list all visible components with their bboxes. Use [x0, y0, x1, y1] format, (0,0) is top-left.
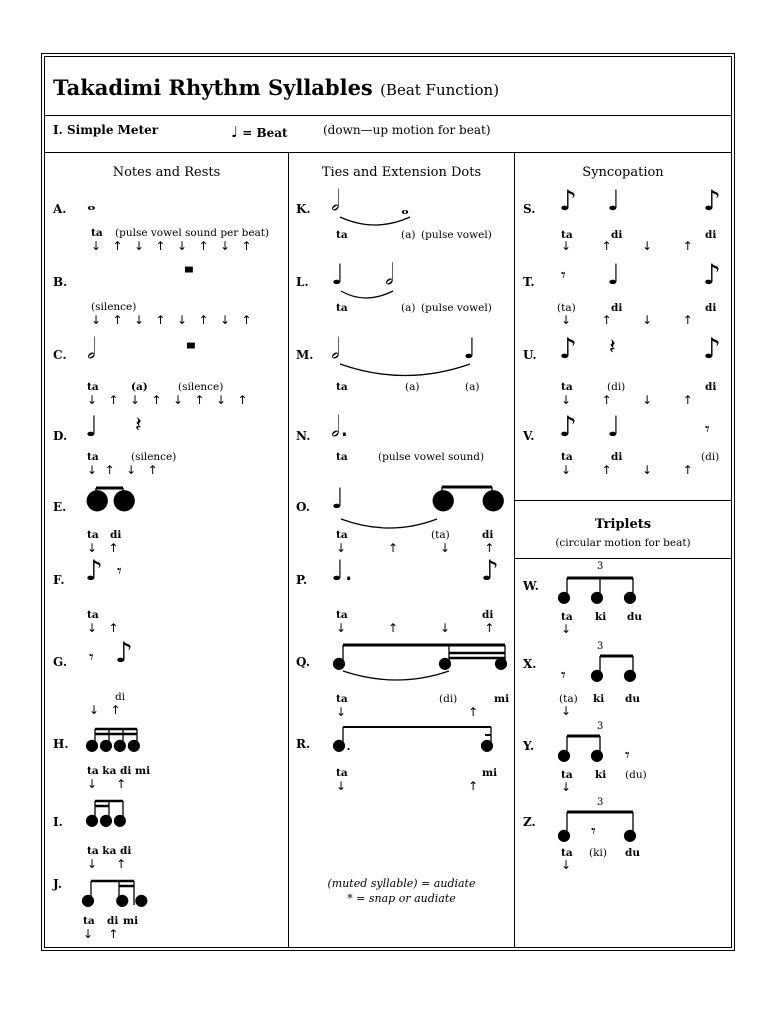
eighth-note-icon: ●	[590, 665, 604, 684]
syllable: di	[705, 381, 717, 393]
whole-note-icon: 𝅝	[401, 195, 409, 219]
syllable: ta	[87, 529, 99, 541]
syllable: ta	[83, 915, 95, 927]
syllable: (a)	[465, 381, 480, 393]
beat-arrows: ↓ ↑	[336, 779, 479, 793]
syllable: ki	[595, 611, 607, 623]
triplets-subheading: (circular motion for beat)	[555, 537, 691, 549]
syllable: (a)	[401, 229, 416, 241]
row-label-y: Y.	[523, 739, 535, 753]
sixteenth-note-icon: ●	[480, 735, 494, 754]
row-label-s: S.	[523, 202, 536, 216]
row-label-z: Z.	[523, 815, 536, 829]
beat-text: = Beat	[242, 126, 288, 140]
beat-arrows: ↓ ↑	[336, 705, 479, 719]
row-label-m: M.	[296, 348, 314, 362]
row-label-j: J.	[53, 877, 62, 891]
syllable: (di)	[701, 451, 720, 463]
beat-definition	[231, 123, 288, 141]
row-label-v: V.	[523, 429, 535, 443]
row-label-b: B.	[53, 275, 68, 289]
syllable: ta	[336, 609, 348, 621]
tie	[340, 364, 470, 376]
syllable: du	[625, 693, 640, 705]
quarter-rest-icon: 𝄽	[135, 413, 142, 438]
eighth-note-icon: ●	[623, 825, 637, 844]
row-label-l: L.	[296, 275, 309, 289]
divider	[515, 500, 731, 501]
syllable: di	[107, 915, 119, 927]
syllable: di	[482, 529, 494, 541]
syllable: di	[611, 302, 623, 314]
syllable: ta ka di mi	[87, 765, 151, 777]
eighth-note-icon: ●	[623, 587, 637, 606]
legend-snap: * = snap or audiate	[347, 892, 456, 905]
eighth-note-icon: ♪	[559, 184, 577, 217]
syllable: ta	[336, 381, 348, 393]
row-label-w: W.	[523, 579, 539, 593]
sixteenth-note-icon: ●●●	[85, 810, 127, 829]
quarter-note-icon: ♩	[607, 410, 621, 443]
eighth-note-icon: ●	[557, 587, 571, 606]
syllable: ta	[91, 227, 103, 239]
beat-motion: (down—up motion for beat)	[323, 123, 491, 137]
triplet-number: 3	[597, 561, 604, 572]
beat-arrows: ↓ ↑	[87, 857, 127, 871]
beat-arrows: ↓ ↑ ↓ ↑	[561, 393, 693, 407]
eighth-note-icon: ●	[590, 745, 604, 764]
syllable: (ta)	[557, 302, 576, 314]
syllable: ta	[336, 302, 348, 314]
page-title	[53, 75, 499, 100]
syllable: di	[110, 529, 122, 541]
syllable: ki	[595, 769, 607, 781]
eighth-rest-icon: 𝄾	[561, 265, 566, 286]
syllable: di	[611, 451, 623, 463]
rhythm-chart	[44, 56, 732, 948]
eighth-note-icon: ●	[623, 665, 637, 684]
quarter-note-icon: ♩	[463, 332, 477, 365]
syllable: (di)	[607, 381, 626, 393]
eighth-note-icon: ●	[332, 653, 346, 672]
eighth-rest-icon: 𝄾	[561, 665, 566, 686]
tie	[343, 671, 449, 680]
beat-arrows: ↓ ↑ ↓ ↑	[336, 621, 495, 635]
syllable: ta	[336, 767, 348, 779]
eighth-note-icon: ♪	[703, 258, 721, 291]
quarter-note-icon: ♩	[231, 123, 239, 141]
syllable: (du)	[625, 769, 647, 781]
title-sub: (Beat Function)	[380, 81, 500, 99]
quarter-note-icon: ♩	[85, 410, 99, 443]
divider	[45, 115, 731, 116]
row-label-g: G.	[53, 655, 67, 669]
quarter-note-icon: ♩	[331, 258, 345, 291]
eighth-rest-icon: 𝄾	[625, 745, 630, 766]
sixteenth-note-icon: ●●●●	[85, 735, 141, 754]
quarter-note-icon: ♩	[607, 184, 621, 217]
eighth-note-icon: ●	[590, 587, 604, 606]
eighth-note-icon: ♪	[703, 184, 721, 217]
beat-arrow: ↓	[561, 622, 572, 636]
syllable: di	[482, 609, 494, 621]
row-label-c: C.	[53, 348, 67, 362]
row-label-a: A.	[53, 202, 67, 216]
beat-arrows: ↓ ↑	[87, 621, 119, 635]
eighth-note-icon: ♪	[115, 636, 133, 669]
eighth-note-icon: ♪	[481, 554, 499, 587]
sixteenth-note-icon: ●	[438, 653, 452, 672]
eighth-note-icon: ●	[85, 482, 110, 515]
tie	[341, 291, 393, 298]
column-ties-heading: Ties and Extension Dots	[321, 165, 482, 180]
divider	[45, 152, 731, 153]
syllable: ta	[336, 451, 348, 463]
syllable: (pulse vowel sound per beat)	[115, 227, 270, 239]
whole-rest-icon: ▄	[185, 262, 193, 273]
syllable: ta	[561, 229, 573, 241]
beat-arrows: ↓ ↑	[87, 777, 127, 791]
tie	[341, 519, 437, 528]
divider	[514, 152, 515, 947]
syllable: (a)	[401, 302, 416, 314]
row-label-t: T.	[523, 275, 535, 289]
row-label-r: R.	[296, 737, 311, 751]
half-note-icon: 𝅗𝅥	[331, 332, 340, 365]
eighth-note-icon: ●	[431, 482, 456, 515]
syllable: mi	[123, 915, 139, 927]
beat-arrows: ↓ ↑ ↓ ↑	[336, 541, 495, 555]
beat-arrows: ↓ ↑	[89, 703, 121, 717]
syllable: di	[705, 229, 717, 241]
syllable: (a)	[405, 381, 420, 393]
eighth-note-icon: ●	[112, 482, 137, 515]
dotted-eighth-note-icon: ●.	[332, 735, 352, 754]
syllable: di	[115, 691, 126, 703]
row-label-o: O.	[296, 500, 310, 514]
syllable: du	[625, 847, 640, 859]
syllable: ta	[561, 381, 573, 393]
syllable: (silence)	[131, 451, 177, 463]
eighth-rest-icon: 𝄾	[89, 647, 94, 668]
syllable: di	[705, 302, 717, 314]
eighth-note-icon: ♪	[703, 332, 721, 365]
eighth-note-icon: ●	[557, 825, 571, 844]
syllable: (pulse vowel)	[421, 302, 492, 314]
syllable: (silence)	[178, 381, 224, 393]
half-note-icon: 𝅗𝅥	[385, 258, 394, 291]
notation-lines	[45, 57, 731, 947]
row-label-x: X.	[523, 657, 537, 671]
syllable: mi	[494, 693, 510, 705]
syllable: ta	[336, 229, 348, 241]
quarter-note-icon: ♩	[607, 258, 621, 291]
syllable: ta	[87, 609, 99, 621]
syllable: (ki)	[589, 847, 607, 859]
quarter-rest-icon: 𝄽	[609, 335, 616, 360]
half-note-icon: 𝅗𝅥	[331, 184, 340, 217]
syllable: di	[611, 229, 623, 241]
quarter-note-icon: ♩	[331, 482, 345, 515]
eighth-note-icon: ♪	[85, 554, 103, 587]
half-rest-icon: ▄	[187, 338, 195, 349]
beat-arrows: ↓ ↑ ↓ ↑ ↓ ↑ ↓ ↑	[91, 239, 252, 253]
divider	[515, 558, 731, 559]
row-label-i: I.	[53, 815, 63, 829]
column-syncopation-heading: Syncopation	[582, 165, 664, 180]
syllable: (pulse vowel sound)	[378, 451, 485, 463]
meter-label: I. Simple Meter	[53, 123, 159, 137]
syllable: (silence)	[91, 301, 137, 313]
syllable: ta	[336, 693, 348, 705]
row-label-u: U.	[523, 348, 537, 362]
syllable: ta	[561, 769, 573, 781]
beat-arrows: ↓ ↑ ↓ ↑	[87, 463, 158, 477]
row-label-d: D.	[53, 429, 68, 443]
syllable: (ta)	[559, 693, 578, 705]
syllable: ta	[561, 611, 573, 623]
triplet-number: 3	[597, 797, 604, 808]
syllable: ta	[561, 847, 573, 859]
beat-arrows: ↓ ↑ ↓ ↑	[561, 239, 693, 253]
row-label-n: N.	[296, 429, 311, 443]
beat-arrows: ↓ ↑ ↓ ↑	[561, 463, 693, 477]
beat-arrows: ↓ ↑ ↓ ↑	[561, 313, 693, 327]
eighth-note-icon: ♪	[559, 332, 577, 365]
tie	[340, 217, 410, 225]
beat-arrow: ↓	[561, 858, 572, 872]
row-label-q: Q.	[296, 655, 311, 669]
row-label-h: H.	[53, 737, 69, 751]
beat-arrows: ↓ ↑ ↓ ↑ ↓ ↑ ↓ ↑	[91, 313, 252, 327]
whole-note-icon: 𝅝	[87, 191, 96, 216]
beat-arrows: ↓ ↑ ↓ ↑ ↓ ↑ ↓ ↑	[87, 393, 248, 407]
row-label-p: P.	[296, 573, 308, 587]
eighth-rest-icon: 𝄾	[117, 561, 122, 582]
row-label-e: E.	[53, 500, 67, 514]
column-notes-heading: Notes and Rests	[112, 165, 221, 180]
beat-arrows: ↓ ↑	[87, 541, 119, 555]
divider	[288, 152, 289, 947]
triplet-number: 3	[597, 721, 604, 732]
syllable: ta	[87, 381, 99, 393]
dotted-half-note-icon: 𝅗𝅥.	[331, 410, 349, 443]
eighth-note-icon: ●	[557, 745, 571, 764]
row-label-k: K.	[296, 202, 311, 216]
dotted-quarter-note-icon: ♩.	[331, 554, 354, 587]
syllable: ki	[593, 693, 605, 705]
syllable: ta	[561, 451, 573, 463]
syllable: (pulse vowel)	[421, 229, 492, 241]
syllable: (ta)	[431, 529, 450, 541]
syllable: ta ka di	[87, 845, 132, 857]
half-note-icon: 𝅗𝅥	[87, 332, 96, 365]
syllable: ta	[87, 451, 99, 463]
sixteenth-note-icon: ●	[494, 653, 508, 672]
eighth-rest-icon: 𝄾	[705, 419, 710, 440]
syllable: (di)	[439, 693, 458, 705]
beat-arrow: ↓	[561, 780, 572, 794]
title-main: Takadimi Rhythm Syllables	[53, 75, 373, 100]
eighth-note-icon: ●	[481, 482, 506, 515]
syllable: du	[627, 611, 642, 623]
row-label-f: F.	[53, 573, 65, 587]
eighth-rest-icon: 𝄾	[591, 821, 596, 842]
syllable: mi	[482, 767, 498, 779]
legend-muted: (muted syllable) = audiate	[327, 877, 476, 890]
eighth-note-icon: ● ● ●	[81, 890, 149, 909]
eighth-note-icon: ♪	[559, 410, 577, 443]
syllable: (a)	[131, 381, 148, 393]
syllable: ta	[336, 529, 348, 541]
triplet-number: 3	[597, 641, 604, 652]
beat-arrows: ↓ ↑	[83, 927, 119, 941]
triplets-heading: Triplets	[594, 517, 652, 532]
beat-arrow: ↓	[561, 704, 572, 718]
